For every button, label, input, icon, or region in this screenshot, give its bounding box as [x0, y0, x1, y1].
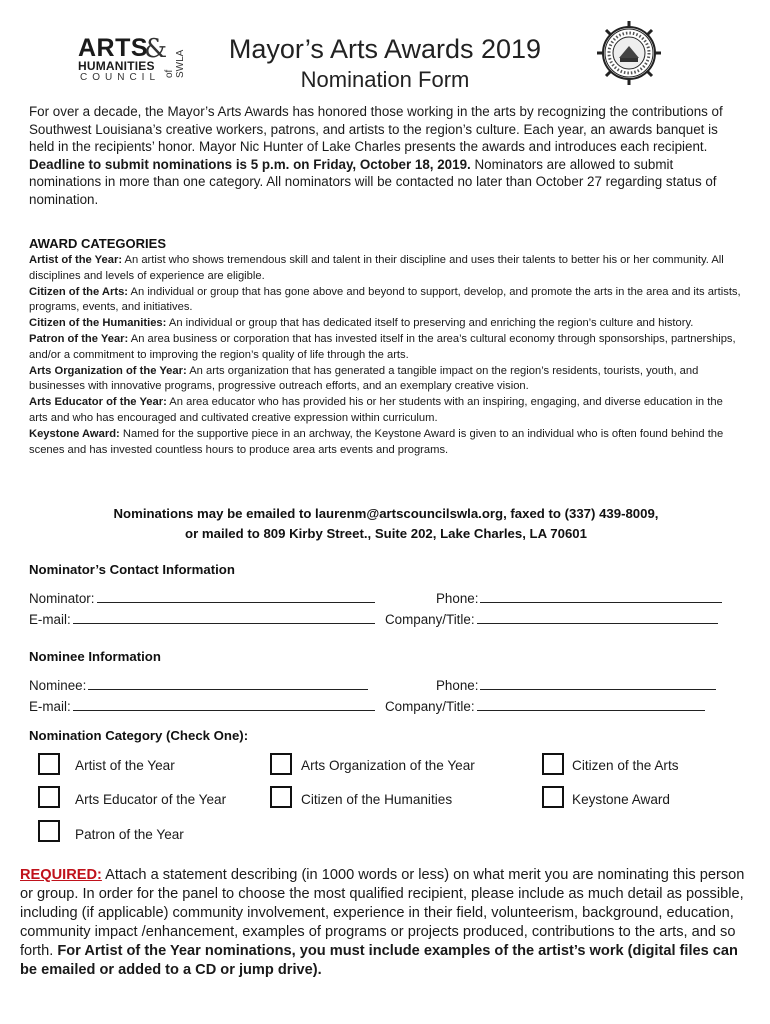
arts-organization-checkbox[interactable] — [270, 753, 292, 775]
form-title: Mayor’s Arts Awards 2019 — [228, 34, 542, 64]
intro-text-b: Nominators are allowed to submit nominations in more than one category. All nominators will be contacted no later than October 27 regarding status of nomination. — [29, 156, 717, 207]
form-subtitle: Nomination Form — [300, 67, 470, 92]
category-arts-educator — [29, 395, 743, 427]
submission-line-2: or mailed to 809 Kirby Street., Suite 202, Lake Charles, LA 70601 — [185, 526, 587, 541]
keystone-award-label: Keystone Award — [572, 792, 670, 807]
nominee-phone-label: Phone: — [436, 678, 479, 693]
nominator-phone-field[interactable] — [480, 591, 722, 603]
arts-educator-label: Arts Educator of the Year — [75, 792, 227, 807]
category-artist-of-the-year — [29, 253, 743, 285]
required-statement — [20, 866, 750, 980]
nominator-company-row — [385, 612, 718, 627]
nominator-email-field[interactable] — [73, 612, 375, 624]
citizen-of-the-humanities-label: Citizen of the Humanities — [301, 792, 453, 807]
category-desc: An artist who shows tremendous skill and talent in their discipline and uses their talents to better his or her community. All disciplines and levels of experience are eligible. — [29, 254, 724, 282]
arts-educator-checkbox[interactable] — [38, 786, 60, 808]
arts-organization-label: Arts Organization of the Year — [301, 758, 475, 773]
patron-of-the-year-checkbox[interactable] — [38, 820, 60, 842]
arts-council-logo — [78, 34, 186, 83]
intro-paragraph — [29, 103, 741, 209]
category-desc: An arts organization that has generated a tangible impact on the region’s residents, tourists, youth, and businesses with innovative programs, progressive outreach efforts, and an exemplary creative vision. — [29, 364, 699, 393]
submission-instructions — [29, 504, 743, 544]
patron-of-the-year-label: Patron of the Year — [75, 827, 184, 842]
nominator-company-label: Company/Title: — [385, 612, 475, 627]
artist-of-the-year-label: Artist of the Year — [75, 758, 175, 773]
deadline-text: Deadline to submit nominations is 5 p.m. on Friday, October 18, 2019. — [29, 156, 471, 172]
logo-arts-text: ARTS — [78, 34, 149, 62]
category-desc: Named for the supportive piece in an archway, the Keystone Award is given to an individual who is often found behind the scenes and has invested countless hours to produce area arts events and programs. — [29, 427, 724, 456]
keystone-award-checkbox[interactable] — [542, 786, 564, 808]
category-desc: An individual or group that has dedicated itself to preserving and enriching the region’s culture and history. — [166, 317, 694, 330]
logo-ampersand: & — [144, 34, 168, 64]
citizen-of-the-arts-checkbox[interactable] — [542, 753, 564, 775]
category-desc: An area business or corporation that has invested itself in the area’s cultural economy through sponsorships, partnerships, and/or a commitment to improving the region’s quality of life through the arts. — [29, 332, 736, 361]
nominator-phone-row — [436, 591, 722, 606]
award-categories-list — [29, 253, 743, 458]
citizen-of-the-arts-label: Citizen of the Arts — [572, 758, 679, 773]
nominee-company-field[interactable] — [477, 699, 705, 711]
nominator-section-heading: Nominator’s Contact Information — [29, 562, 235, 577]
nominator-email-row — [29, 612, 375, 627]
city-seal-icon — [596, 20, 662, 86]
nominator-name-field[interactable] — [97, 591, 375, 603]
nomination-category-heading: Nomination Category (Check One): — [29, 728, 249, 743]
logo-swla-text: of SWLA — [164, 49, 186, 78]
category-patron-of-the-year — [29, 332, 743, 364]
intro-text-a: For over a decade, the Mayor’s Arts Awards has honored those working in the arts by recognizing the contributions of Southwest Louisiana’s creative workers, patrons, and artists to the region’s culture. Each year, an awards banquet is held in the recipients’ honor. Mayor Nic Hunter of Lake Charles presents the awards and introduces each recipient. — [29, 104, 723, 155]
nominee-company-row — [385, 699, 705, 714]
nominee-email-field[interactable] — [73, 699, 375, 711]
category-keystone-award — [29, 427, 743, 459]
logo-humanities-text: HUMANITIES — [78, 59, 155, 73]
nominator-name-row — [29, 591, 375, 606]
required-bold-note: For Artist of the Year nominations, you must include examples of the artist’s work (digital files can be emailed or added to a CD or jump drive). — [20, 943, 738, 978]
category-name: Artist of the Year: — [29, 254, 123, 266]
nominee-name-row — [29, 678, 368, 693]
artist-of-the-year-checkbox[interactable] — [38, 753, 60, 775]
nominator-email-label: E-mail: — [29, 612, 71, 627]
citizen-of-the-humanities-checkbox[interactable] — [270, 786, 292, 808]
nominee-phone-row — [436, 678, 716, 693]
category-name: Patron of the Year: — [29, 332, 129, 345]
submission-line-1: Nominations may be emailed to laurenm@artscouncilswla.org, faxed to (337) 439-8009, — [113, 506, 659, 521]
category-citizen-of-the-arts — [29, 285, 743, 317]
category-arts-organization — [29, 364, 743, 396]
award-categories-heading: AWARD CATEGORIES — [29, 236, 166, 251]
category-name: Citizen of the Humanities: — [29, 317, 167, 330]
category-citizen-of-the-humanities — [29, 316, 743, 332]
category-name: Arts Educator of the Year: — [29, 396, 167, 409]
category-name: Citizen of the Arts: — [29, 285, 129, 298]
nominee-company-label: Company/Title: — [385, 699, 475, 714]
nominee-email-row — [29, 699, 375, 714]
category-name: Keystone Award: — [29, 427, 120, 440]
required-text: Attach a statement describing (in 1000 words or less) on what merit you are nominating this person or group. In order for the panel to choose the most qualified recipient, please include as much detail as possible, including (if applicable) community involvement, experience in their field, volunteerism, background, education, community impact /enhancement, examples of programs or projects produced, contributions to the arts, and so forth. — [20, 867, 745, 959]
category-desc: An area educator who has provided his or her students with an inspiring, engaging, and diverse education in the arts and who has encouraged and cultivated creative expression within curriculum. — [29, 396, 723, 424]
logo-council-text: COUNCIL — [80, 72, 161, 83]
nominee-phone-field[interactable] — [480, 678, 716, 690]
nominee-name-label: Nominee: — [29, 678, 87, 693]
nominator-name-label: Nominator: — [29, 591, 95, 606]
nominee-section-heading: Nominee Information — [29, 649, 161, 664]
required-label: REQUIRED: — [20, 867, 102, 883]
nominator-company-field[interactable] — [477, 612, 718, 624]
nominee-name-field[interactable] — [88, 678, 368, 690]
category-desc: An individual or group that has gone above and beyond to support, develop, and promote the arts in the area and its artists, programs, events, and initiatives. — [29, 285, 741, 314]
nominee-email-label: E-mail: — [29, 699, 71, 714]
category-name: Arts Organization of the Year: — [29, 364, 187, 377]
nominator-phone-label: Phone: — [436, 591, 479, 606]
